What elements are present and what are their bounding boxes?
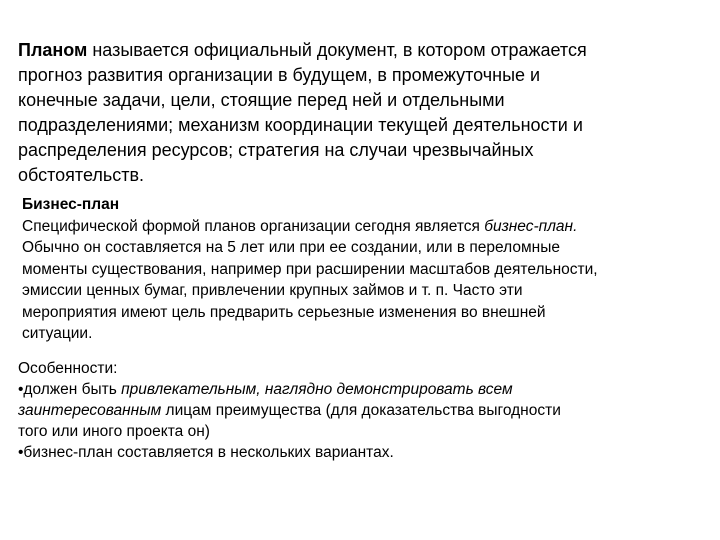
business-plan-line-1: Специфической формой планов организации сегодня является бизнес-план. [22,217,578,235]
definition-text: называется официальный документ, в котором отражается [87,40,587,60]
definition-term: Планом [18,40,88,60]
business-plan-line-2: Обычно он составляется на 5 лет или при ее создании, или в переломные [22,239,560,256]
business-plan-line-4: эмиссии ценных бумаг, привлечении крупных займов и т. п. Часто эти [22,282,523,299]
plan-definition [18,38,708,188]
definition-line-5: распределения ресурсов; стратегия на случаи чрезвычайных [18,140,534,160]
definition-line-1 [18,38,708,63]
business-plan-line-5: мероприятия имеют цель предварить серьезные изменения во внешней [22,303,546,321]
feature-bullet-1-cont: заинтересованным лицам преимущества (для доказательства выгодности [18,402,561,419]
business-plan-section [22,194,712,345]
business-plan-line-3: моменты существования, например при расширении масштабов деятельности, [22,260,598,278]
features-heading: Особенности: [18,360,118,377]
feature-bullet-1-end: того или иного проекта он) [18,423,210,440]
definition-line-4: подразделениями; механизм координации текущей деятельности и [18,115,583,135]
definition-line-3: конечные задачи, цели, стоящие перед ней и отдельными [18,90,505,110]
business-plan-heading: Бизнес-план [22,196,120,213]
feature-bullet-2: •бизнес-план составляется в нескольких вариантах. [18,444,394,461]
business-plan-line-6: ситуации. [22,325,93,342]
feature-bullet-1: •должен быть привлекательным, наглядно демонстрировать всем [18,381,513,398]
features-section [18,358,708,463]
definition-line-2: прогноз развития организации в будущем, в промежуточные и [18,65,541,85]
definition-line-6: обстоятельств. [18,165,145,185]
business-plan-term: бизнес-план. [484,217,578,235]
